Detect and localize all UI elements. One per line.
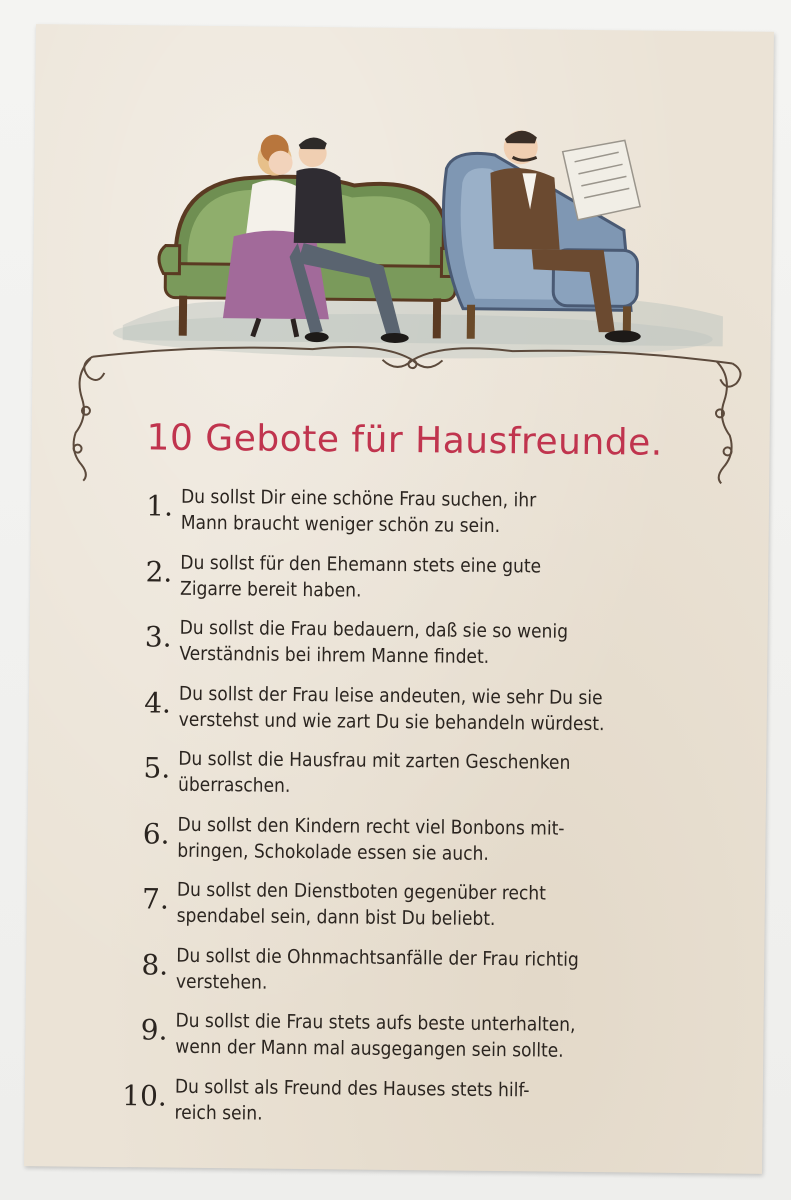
commandment-number: 8. — [141, 947, 169, 982]
commandments-list — [110, 475, 729, 1136]
commandment-line: spendabel sein, dann bist Du beliebt. — [176, 904, 496, 931]
illustration-couple-and-reader — [82, 95, 745, 392]
commandment-line: verstehen. — [175, 970, 268, 994]
commandment-text — [175, 1008, 724, 1066]
postcard — [24, 24, 774, 1174]
commandment-line: Du sollst die Ohnmachtsanfälle der Frau richtig — [176, 944, 579, 971]
commandment-line: Zigarre bereit haben. — [179, 577, 362, 602]
commandment-item — [113, 803, 726, 875]
commandment-item — [115, 606, 728, 678]
commandment-line: Du sollst die Frau stets aufs beste unterhalten, — [175, 1009, 576, 1036]
commandment-text — [176, 942, 725, 1000]
commandment-line: Du sollst den Kindern recht viel Bonbons mit- — [177, 813, 565, 840]
commandment-number: 9. — [140, 1013, 168, 1047]
commandment-item — [115, 672, 728, 744]
commandment-item — [117, 475, 730, 547]
commandment-number: 10. — [122, 1078, 167, 1113]
commandment-line: Du sollst der Frau leise andeuten, wie sehr Du sie — [178, 682, 603, 709]
commandment-number: 1. — [146, 489, 174, 523]
commandment-item — [111, 999, 724, 1071]
commandment-text — [174, 1073, 723, 1131]
commandment-text — [180, 549, 729, 607]
commandment-line: wenn der Mann mal ausgegangen sein sollte. — [175, 1035, 564, 1062]
right-scroll-ornament — [703, 357, 738, 487]
commandment-number: 2. — [145, 554, 173, 589]
commandment-number: 4. — [144, 685, 172, 720]
commandment-number: 7. — [141, 882, 170, 916]
commandment-item — [112, 868, 725, 940]
commandment-line: verstehst und wie zart Du sie behandeln würdest. — [178, 708, 605, 735]
commandment-line: Du sollst die Frau bedauern, daß sie so wenig — [179, 616, 569, 643]
left-scroll-ornament — [67, 355, 102, 485]
commandment-line: Verständnis bei ihrem Manne findet. — [179, 642, 490, 668]
commandment-line: Du sollst den Dienstboten gegenüber recht — [176, 878, 546, 905]
commandment-line: Du sollst als Freund des Hauses stets hilf- — [174, 1075, 530, 1101]
commandment-item — [114, 737, 727, 809]
commandment-number: 6. — [142, 816, 170, 851]
commandment-text — [179, 615, 728, 673]
commandment-text — [179, 680, 728, 738]
commandment-item — [112, 934, 725, 1006]
commandment-number: 5. — [143, 751, 171, 785]
commandment-item — [110, 1065, 723, 1137]
commandment-line: Mann braucht weniger schön zu sein. — [180, 511, 501, 538]
commandment-line: Du sollst Dir eine schöne Frau suchen, ihr — [180, 485, 537, 512]
commandment-line: bringen, Schokolade essen sie auch. — [177, 839, 489, 865]
card-title: 10 Gebote für Hausfreunde. — [146, 417, 663, 464]
commandment-line: reich sein. — [174, 1101, 263, 1125]
commandment-item — [116, 541, 729, 613]
commandment-text — [178, 746, 727, 804]
commandment-line: Du sollst die Hausfrau mit zarten Geschenken — [178, 747, 571, 774]
commandment-text — [177, 811, 726, 869]
commandment-line: Du sollst für den Ehemann stets eine gute — [180, 551, 542, 577]
commandment-number: 3. — [144, 620, 172, 654]
commandment-text — [177, 877, 726, 935]
commandment-line: überraschen. — [177, 773, 291, 797]
commandment-text — [181, 484, 730, 542]
